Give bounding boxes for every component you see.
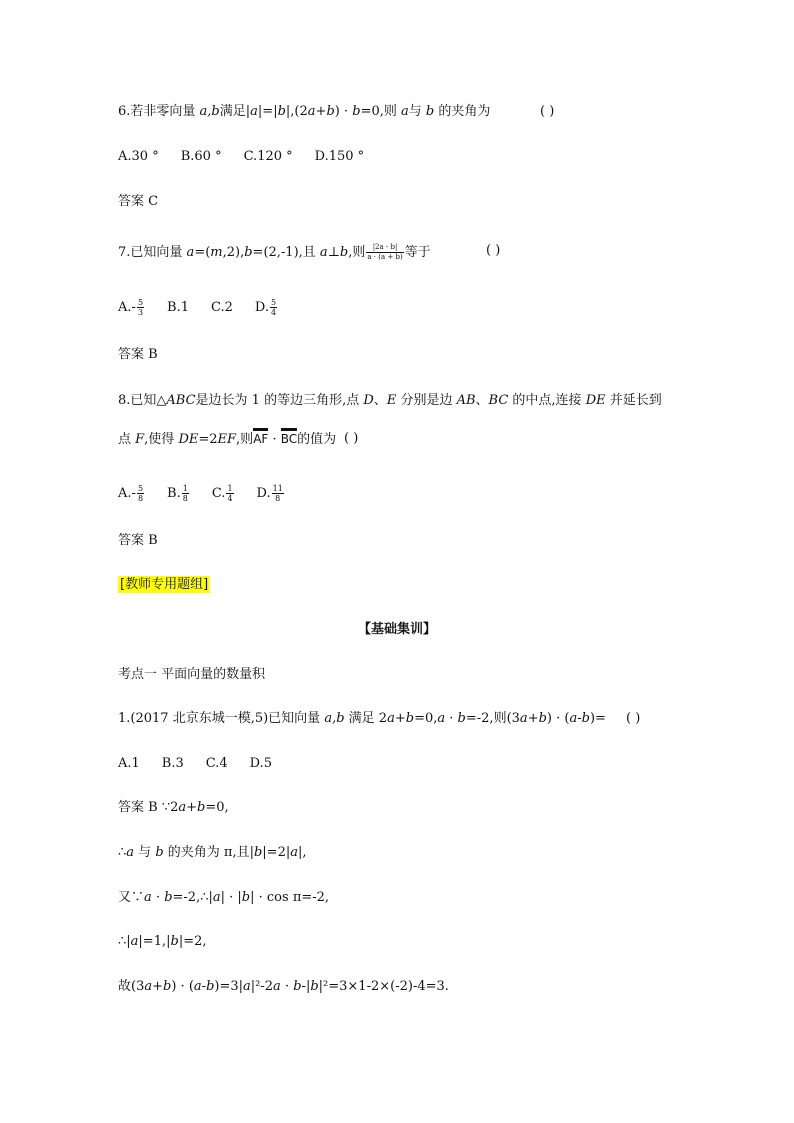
q1-solution-line5: 故(3a+b) · (a-b)=3|a|²-2a · b-|b|²=3×1-2×(-2)-4=3. [118,979,449,994]
teacher-group-label: [教师专用题组] [120,577,209,592]
q7-answer-paren: ( ) [486,243,501,258]
q1-answer-paren: ( ) [626,711,641,726]
q6-option-a: A.30 ° [118,149,159,164]
q8-options [118,484,285,503]
q7-option-b: B.1 [167,300,189,315]
q8-stem-line1: 8.已知△ABC是边长为 1 的等边三角形,点 D、E 分别是边 AB、BC 的中点,连接 DE 并延长到 [118,393,662,408]
q1-solution-line3: 又∵a · b=-2,∴|a| · |b| · cos π=-2, [118,890,330,905]
q8-option-a: A.- $\frac{5}{8}$ [118,484,144,503]
q7-option-d: D. $\frac{5}{4}$ [254,298,277,317]
q7-option-c: C.2 [211,300,233,315]
q7-option-a: A.- $\frac{5}{3}$ [118,298,144,317]
q8-option-c: C. $\frac{1}{4}$ [211,484,233,503]
q6-option-b: B.60 ° [180,149,222,164]
q6-option-c: C.120 ° [243,149,293,164]
q7-answer: 答案 B [118,347,158,362]
q7-fraction: $\frac{|2a - b|}{a \cdot (a + b)}$ [367,243,403,261]
q6-stem: 6.若非零向量 a,b满足|a|=|b|,(2a+b) · b=0,则 a与 b 的夹角为 [118,104,491,119]
q6-answer-paren: ( ) [540,104,555,119]
q8-option-d: D. $\frac{11}{8}$ [256,484,283,503]
q6-options [118,149,364,165]
q7-options [118,298,278,317]
section-title: 【基础集训】 [357,622,436,637]
q6-answer: 答案 C [118,194,159,209]
q8-stem-line2: 点 F,使得 DE=2EF,则AF · BC的值为 [118,432,337,447]
q1-options [118,756,272,772]
topic-heading: 考点一 平面向量的数量积 [118,667,266,682]
q8-option-b: B. $\frac{1}{8}$ [167,484,188,503]
q1-option-b: B.3 [161,756,184,771]
q1-solution-line2: ∴a 与 b 的夹角为 π,且|b|=2|a|, [118,845,307,860]
q1-solution-line1: 答案 B ∵2a+b=0, [118,800,229,815]
q7-stem: 7.已知向量 a=(m,2),b=(2,-1),且 a⊥b,则 $\frac{|2a - b|}{a \cdot (a + b)}$ 等于 [118,243,431,261]
vector-af: AF [253,432,269,446]
q8-answer: 答案 B [118,533,158,548]
q1-option-a: A.1 [118,756,140,771]
q8-answer-paren: ( ) [344,431,359,446]
q1-option-d: D.5 [249,756,273,771]
vector-bc: BC [280,432,298,446]
q1-option-c: C.4 [205,756,228,771]
q1-solution-line4: ∴|a|=1,|b|=2, [118,934,207,949]
q6-option-d: D.150 ° [314,149,365,164]
q1-stem: 1.(2017 北京东城一模,5)已知向量 a,b 满足 2a+b=0,a · b=-2,则(3a+b) · (a-b)= [118,711,606,726]
